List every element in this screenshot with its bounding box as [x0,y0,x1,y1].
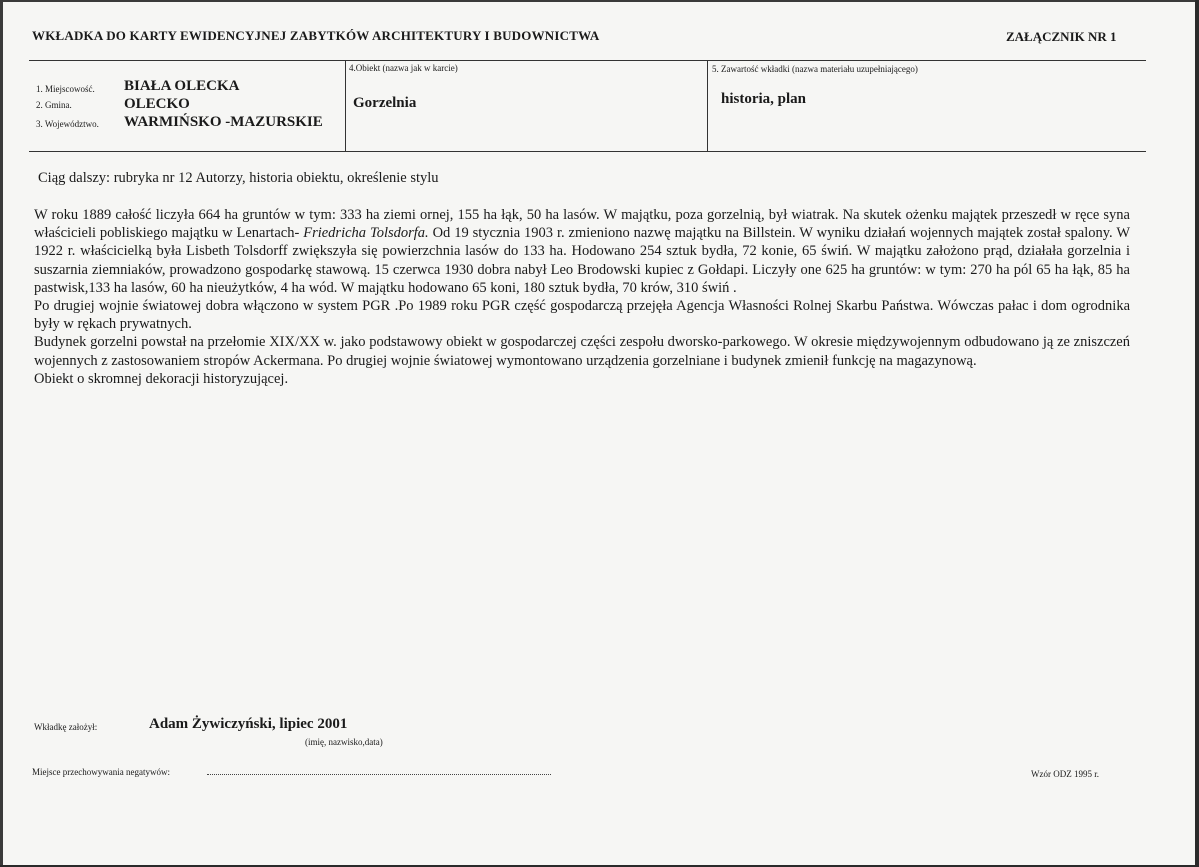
history-paragraph-1 [34,206,1130,297]
voivodeship-value: WARMIŃSKO -MAZURSKIE [124,114,323,130]
commune-value: OLECKO [124,96,190,112]
history-paragraph-2: Po drugiej wojnie światowej dobra włączono w system PGR .Po 1989 roku PGR część gospodarczą przejęła Agencja Własności Rolnej Skarbu Państwa. Wówczas pałac i dom ogrodnika były w rękach prywatnych. [34,298,1130,333]
header-top-rule [29,60,1146,61]
document-sheet [3,2,1195,865]
signature-caption: (imię, nazwisko,data) [305,737,383,747]
object-label: 4.Obiekt (nazwa jak w karcie) [349,63,458,73]
history-paragraph-1-italic: Friedricha Tolsdorfa. [303,225,429,242]
contents-value: historia, plan [721,91,807,107]
history-paragraph-1-b: Od 19 stycznia 1903 r. zmieniono nazwę majątku na Billstein. W wyniku działań wojennych majątek został spalony. W 1922 r. właścicielką była Lisbeth Tolsdorff zwiększyła się powierzchnia lasów do 133 ha. Hodowano 254 sztuk bydła, 72 konie, 65 świń. W majątku założono prąd, działała gorzelnia i suszarnia ziemniaków, prowadzono gospodarkę stawową. 15 czerwca 1930 dobra nabył Leo Brodowski kupiec z Gołdapi. Liczyły one 625 ha gruntów: w tym: 270 ha pól 65 ha łąk, 85 ha pastwisk,133 ha lasów, 60 ha nieużytków, 4 ha wód. W majątku hodowano 65 koni, 180 sztuk bydła, 70 krów, 310 świń . [34,225,1131,296]
continuation-line: Ciąg dalszy: rubryka nr 12 Autorzy, historia obiektu, określenie stylu [38,170,439,186]
town-value: BIAŁA OLECKA [124,78,240,94]
contents-label: 5. Zawartość wkładki (nazwa materiału uzupełniającego) [712,64,918,74]
negatives-dotted-line [207,772,551,775]
town-label: 1. Miejscowość. [36,84,95,94]
column-divider-2 [707,60,708,151]
commune-label: 2. Gmina. [36,100,72,110]
scan-edge-right [1195,0,1199,867]
form-number: Wzór ODZ 1995 r. [1031,769,1099,779]
negatives-label: Miejsce przechowywania negatywów: [32,767,170,777]
history-text [34,206,1130,388]
signature-label: Wkładkę założył: [34,722,98,732]
signature-value: Adam Żywiczyński, lipiec 2001 [149,716,348,732]
history-paragraph-4: Obiekt o skromnej dekoracji historyzującej. [34,370,289,387]
history-paragraph-1-a: W roku 1889 całość liczyła 664 ha gruntów w tym: 333 ha ziemi ornej, 155 ha łąk, 50 ha lasów. W majątku, poza gorzelnią, był wiatrak. Na skutek ożenku majątek przeszedł w ręce syna właścicieli pobliskiego majątku w Lenartach- [34,207,1130,242]
attachment-number: ZAŁĄCZNIK NR 1 [1006,29,1117,44]
object-value: Gorzelnia [353,95,417,111]
history-paragraph-3: Budynek gorzelni powstał na przełomie XIX/XX w. jako podstawowy obiekt w gospodarczej części zespołu dworsko-parkowego. W okresie międzywojennym odbudowano ją ze zniszczeń wojennych z zastosowaniem stropów Ackermana. Po drugiej wojnie światowej wymontowano urządzenia gorzelniane i budynek zmienił funkcję na magazynową. [34,334,1130,369]
header-bottom-rule [29,151,1146,152]
voivodeship-label: 3. Województwo. [36,119,99,129]
column-divider-1 [345,60,346,151]
document-title: WKŁADKA DO KARTY EWIDENCYJNEJ ZABYTKÓW ARCHITEKTURY I BUDOWNICTWA [32,28,600,43]
